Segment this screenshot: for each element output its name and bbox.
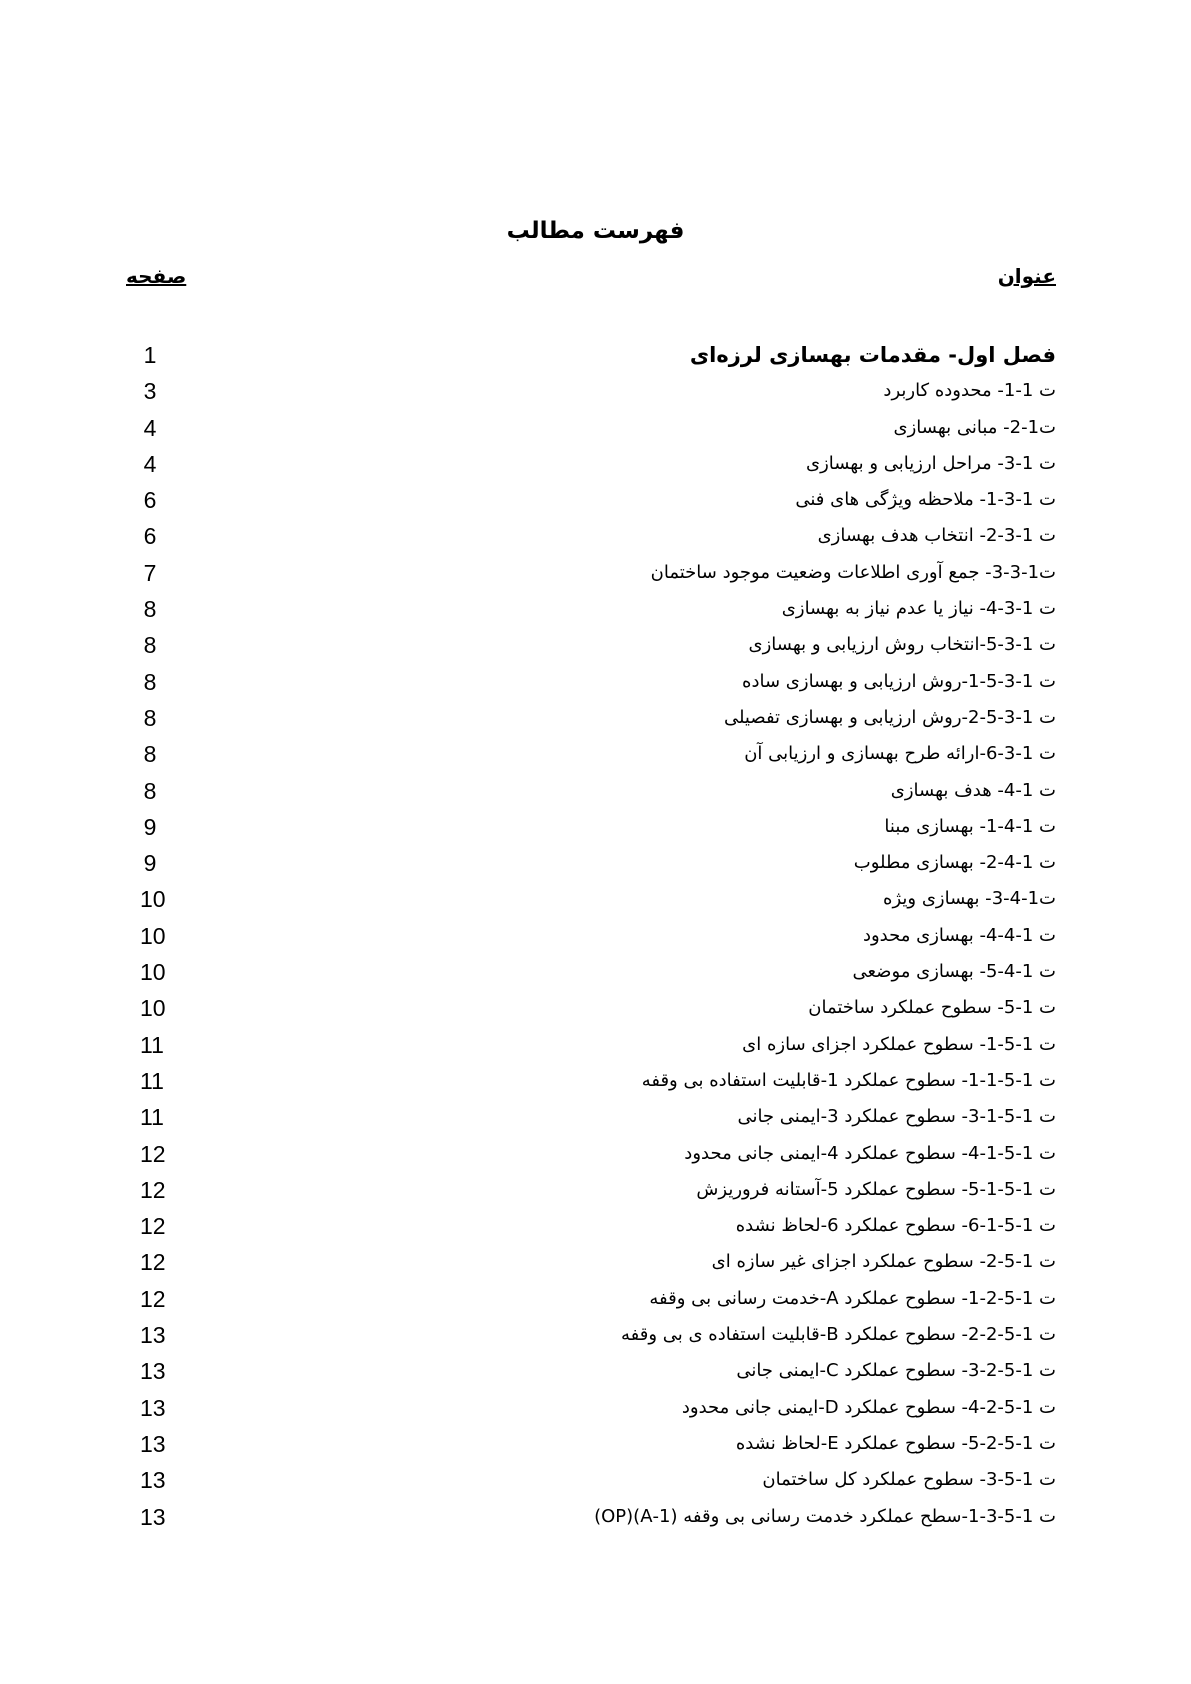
toc-entry-page: 13 <box>140 1394 166 1421</box>
toc-entry-title: ت 1-4-4- بهسازی محدود <box>862 924 1056 946</box>
toc-entry[interactable] <box>0 1426 1191 1462</box>
toc-entry-page: 8 <box>143 704 157 731</box>
toc-entry[interactable] <box>0 337 1191 373</box>
toc-entry[interactable] <box>0 1353 1191 1389</box>
toc-entry-page: 9 <box>143 850 157 877</box>
toc-entry-title: ت 1-5-2- سطوح عملکرد اجزای غیر سازه ای <box>711 1251 1056 1273</box>
toc-entry[interactable] <box>0 1317 1191 1353</box>
toc-entry[interactable] <box>0 990 1191 1026</box>
toc-entry[interactable] <box>0 1136 1191 1172</box>
toc-entry[interactable] <box>0 1099 1191 1135</box>
toc-entry-page: 12 <box>140 1285 166 1312</box>
toc-entry-page: 6 <box>143 487 157 514</box>
toc-entry-page: 4 <box>143 450 157 477</box>
toc-entry-title: ت 1-5- سطوح عملکرد ساختمان <box>808 997 1056 1019</box>
toc-entry[interactable] <box>0 373 1191 409</box>
title-column-header: عنوان <box>997 264 1056 288</box>
toc-entry-page: 13 <box>140 1467 166 1494</box>
toc-entry-page: 10 <box>140 995 166 1022</box>
toc-entry-title: ت 1-5-2-5- سطوح عملکرد E-لحاظ نشده <box>735 1432 1056 1454</box>
toc-entry[interactable] <box>0 1027 1191 1063</box>
toc-entry-page: 12 <box>140 1213 166 1240</box>
toc-entry[interactable] <box>0 700 1191 736</box>
toc-entry[interactable] <box>0 1499 1191 1535</box>
toc-entry-title: ت 1-3- مراحل ارزیابی و بهسازی <box>805 452 1056 474</box>
toc-entry[interactable] <box>0 881 1191 917</box>
toc-entry-title: ت 1-3-1- ملاحظه ویژگی های فنی <box>795 489 1056 511</box>
toc-entry[interactable] <box>0 1462 1191 1498</box>
toc-entry-title: ت 1-3-5-انتخاب روش ارزیابی و بهسازی <box>748 634 1056 656</box>
toc-entry[interactable] <box>0 627 1191 663</box>
toc-entry[interactable] <box>0 773 1191 809</box>
toc-entry-page: 7 <box>143 559 157 586</box>
toc-entry-page: 11 <box>140 1104 164 1131</box>
toc-entry[interactable] <box>0 1208 1191 1244</box>
toc-entry-title: ت 1-3-5-2-روش ارزیابی و بهسازی تفصیلی <box>723 706 1056 728</box>
toc-entry-title: ت 1-5-2-4- سطوح عملکرد D-ایمنی جانی محدود <box>681 1396 1056 1418</box>
toc-entry[interactable] <box>0 809 1191 845</box>
toc-entry-page: 11 <box>140 1067 164 1094</box>
toc-entry-title: ت 1-4-2- بهسازی مطلوب <box>853 852 1056 874</box>
toc-entry[interactable] <box>0 1172 1191 1208</box>
toc-entry-title: ت 1-5-1-4- سطوح عملکرد 4-ایمنی جانی محدود <box>684 1142 1056 1164</box>
toc-entry-page: 1 <box>143 342 157 368</box>
toc-entry-page: 8 <box>143 777 157 804</box>
toc-entry-page: 10 <box>140 959 166 986</box>
toc-entry-title: ت 1-5-2-3- سطوح عملکرد C-ایمنی جانی <box>736 1360 1056 1382</box>
toc-entry[interactable] <box>0 1063 1191 1099</box>
toc-entry[interactable] <box>0 555 1191 591</box>
toc-entry[interactable] <box>0 410 1191 446</box>
toc-entry[interactable] <box>0 518 1191 554</box>
toc-entry-title: ت 1-4- هدف بهسازی <box>890 779 1056 801</box>
toc-entry-title: ت 1-5-1-1- سطوح عملکرد 1-قابلیت استفاده بی وقفه <box>641 1069 1056 1091</box>
page-column-header: صفحه <box>126 264 187 288</box>
toc-entry-page: 13 <box>140 1322 166 1349</box>
toc-entry-title: ت 1-5-1- سطوح عملکرد اجزای سازه ای <box>742 1033 1056 1055</box>
toc-entry-title: ت 1-5-1-3- سطوح عملکرد 3-ایمنی جانی <box>737 1106 1056 1128</box>
toc-entry[interactable] <box>0 591 1191 627</box>
toc-entry-page: 10 <box>140 922 166 949</box>
toc-entry-title: ت 1-5-1-6- سطوح عملکرد 6-لحاظ نشده <box>735 1215 1056 1237</box>
toc-entry[interactable] <box>0 918 1191 954</box>
toc-entry-page: 8 <box>143 596 157 623</box>
toc-entry-title: ت 1-3-4- نیاز یا عدم نیاز به بهسازی <box>781 598 1056 620</box>
toc-entry-title: ت 1-3-2- انتخاب هدف بهسازی <box>817 525 1056 547</box>
toc-entry-title: فصل اول- مقدمات بهسازی لرزه‌ای <box>689 343 1056 367</box>
toc-entry-page: 3 <box>143 378 157 405</box>
toc-entry[interactable] <box>0 1244 1191 1280</box>
toc-entry-title: ت 1-4-5- بهسازی موضعی <box>852 961 1056 983</box>
toc-entry-page: 12 <box>140 1176 166 1203</box>
toc-entry-title: ت 1-5-3- سطوح عملکرد کل ساختمان <box>762 1469 1056 1491</box>
toc-entry-page: 13 <box>140 1430 166 1457</box>
toc-entry-title: ت 1-5-3-1-سطح عملکرد خدمت رسانی بی وقفه (1-A)(OP) <box>594 1505 1056 1527</box>
toc-entry[interactable] <box>0 736 1191 772</box>
toc-entry-page: 9 <box>143 813 157 840</box>
toc-entry[interactable] <box>0 845 1191 881</box>
toc-entry-title: ت 1-5-1-5- سطوح عملکرد 5-آستانه فروریزش <box>696 1178 1056 1200</box>
toc-entry[interactable] <box>0 1390 1191 1426</box>
toc-entry-title: ت 1-4-1- بهسازی مبنا <box>884 815 1056 837</box>
table-of-contents <box>0 337 1191 1535</box>
toc-entry-page: 12 <box>140 1249 166 1276</box>
toc-entry-title: ت1-3-3- جمع آوری اطلاعات وضعیت موجود ساختمان <box>650 561 1056 583</box>
toc-entry-page: 6 <box>143 523 157 550</box>
toc-entry-title: ت1-2- مبانی بهسازی <box>893 416 1056 438</box>
toc-entry-page: 10 <box>140 886 166 913</box>
toc-entry[interactable] <box>0 1281 1191 1317</box>
toc-entry-page: 13 <box>140 1503 166 1530</box>
toc-entry-page: 8 <box>143 668 157 695</box>
toc-entry-page: 11 <box>140 1031 164 1058</box>
toc-entry-page: 12 <box>140 1140 166 1167</box>
toc-entry-title: ت 1-5-2-1- سطوح عملکرد A-خدمت رسانی بی وقفه <box>649 1287 1056 1309</box>
toc-entry-page: 8 <box>143 741 157 768</box>
page-title: فهرست مطالب <box>506 218 685 244</box>
toc-entry-page: 8 <box>143 632 157 659</box>
toc-entry-page: 4 <box>143 414 157 441</box>
toc-entry-page: 13 <box>140 1358 166 1385</box>
toc-entry-title: ت 1-1- محدوده کاربرد <box>883 380 1056 402</box>
toc-entry-title: ت1-4-3- بهسازی ویژه <box>883 888 1056 910</box>
toc-entry[interactable] <box>0 446 1191 482</box>
toc-entry[interactable] <box>0 954 1191 990</box>
toc-entry-title: ت 1-5-2-2- سطوح عملکرد B-قابلیت استفاده ی بی وقفه <box>620 1324 1056 1346</box>
toc-entry-title: ت 1-3-6-ارائه طرح بهسازی و ارزیابی آن <box>744 743 1056 765</box>
toc-entry-title: ت 1-3-5-1-روش ارزیابی و بهسازی ساده <box>742 670 1056 692</box>
toc-entry[interactable] <box>0 664 1191 700</box>
toc-entry[interactable] <box>0 482 1191 518</box>
